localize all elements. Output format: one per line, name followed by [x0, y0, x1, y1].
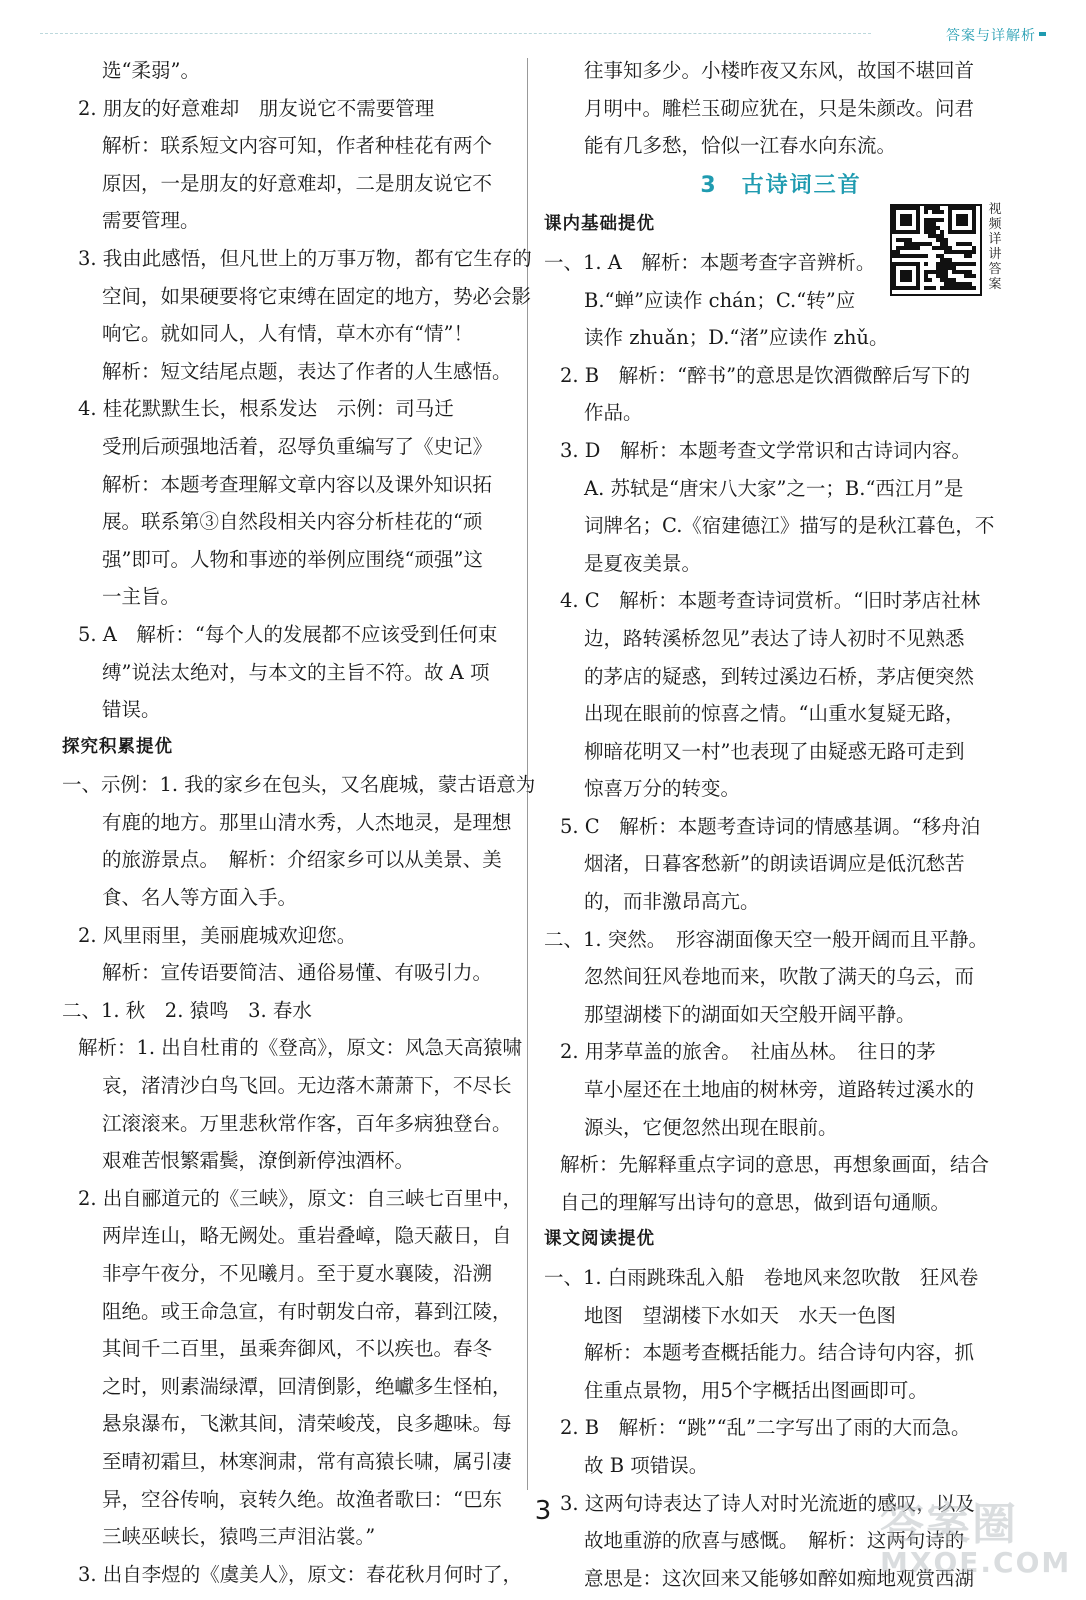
text-line: 食、名人等方面入手。 [102, 886, 298, 910]
text-line: 的，而非激昂高亢。 [584, 890, 760, 914]
text-line: 一、1. A 解析：本题考查字音辨析。 [544, 250, 876, 274]
text-line: 其间千二百里，虽乘奔御风，不以疾也。春冬 [102, 1337, 493, 1361]
text-line: 柳暗花明又一村”也表现了由疑惑无路可走到 [584, 739, 965, 763]
text-line: 2. B 解析：“醉书”的意思是饮酒微醉后写下的 [560, 363, 971, 387]
text-line: 解析：先解释重点字词的意思，再想象画面，结合 [560, 1153, 990, 1177]
text-line: 解析：1. 出自杜甫的《登高》，原文：风急天高猿啸 [78, 1036, 523, 1060]
watermark-logo [880, 1488, 1070, 1588]
text-line: 展。联系第③自然段相关内容分析桂花的“顽 [102, 510, 483, 534]
section-heading: 课文阅读提优 [544, 1229, 655, 1250]
text-line: 受刑后顽强地活着，忍辱负重编写了《史记》 [102, 434, 493, 458]
text-line: 二、1. 突然。 形容湖面像天空一般开阔而且平静。 [544, 927, 989, 951]
text-line: 非亭午夜分，不见曦月。至于夏水襄陵，沿溯 [102, 1262, 493, 1285]
text-line: 4. C 解析：本题考查诗词赏析。“旧时茅店社林 [560, 589, 981, 613]
text-line: 原因，一是朋友的好意难却，二是朋友说它不 [102, 171, 493, 195]
qr-code[interactable] [890, 204, 982, 296]
text-line: 哀，渚清沙白鸟飞回。无边落木萧萧下，不尽长 [102, 1074, 512, 1098]
text-line: 月明中。雕栏玉砌应犹在，只是朱颜改。问君 [584, 96, 975, 120]
text-line: 故 B 项错误。 [584, 1453, 709, 1477]
text-line: 自己的理解写出诗句的意思，做到语句通顺。 [560, 1190, 951, 1214]
text-line: A. 苏轼是“唐宋八大家”之一；B.“西江月”是 [584, 476, 964, 500]
text-line: B.“蝉”应读作 chán；C.“转”应 [584, 288, 856, 312]
header-bar [40, 26, 1046, 44]
text-line: 4. 桂花默默生长，根系发达 示例：司马迁 [78, 397, 454, 421]
text-line: 二、1. 秋 2. 猿鸣 3. 春水 [62, 998, 312, 1022]
text-line: 空间，如果硬要将它束缚在固定的地方，势必会影 [102, 284, 532, 308]
text-line: 能有几多愁，恰似一江春水向东流。 [584, 134, 897, 158]
text-line: 需要管理。 [102, 209, 200, 233]
text-line: 至晴初霜旦，林寒涧肃，常有高猿长啸，属引凄 [102, 1449, 512, 1473]
header-rule [40, 33, 871, 34]
text-line: 异，空谷传响，哀转久绝。故渔者歌曰：“巴东 [102, 1487, 502, 1511]
text-line: 解析：联系短文内容可知，作者种桂花有两个 [102, 134, 493, 158]
text-line: 忽然间狂风卷地而来，吹散了满天的乌云，而 [584, 965, 975, 989]
text-line: 解析：宣传语要简洁、通俗易懂、有吸引力。 [102, 961, 493, 985]
text-line: 江滚滚来。万里悲秋常作客，百年多病独登台。 [102, 1111, 512, 1135]
text-line: 5. A 解析：“每个人的发展都不应该受到任何束 [78, 622, 498, 646]
text-line: 一、1. 白雨跳珠乱入船 卷地风来忽吹散 狂风卷 [544, 1266, 979, 1289]
left-column [62, 52, 536, 1593]
text-line: 3. 这两句诗表达了诗人对时光流逝的感叹，以及 [560, 1491, 975, 1515]
text-line: 源头，它便忽然出现在眼前。 [584, 1115, 838, 1139]
text-line: 两岸连山，略无阙处。重岩叠嶂，隐天蔽日，自 [102, 1224, 512, 1248]
text-line: 5. C 解析：本题考查诗词的情感基调。“移舟泊 [560, 814, 981, 838]
text-line: 选“柔弱”。 [102, 59, 200, 82]
text-line: 2. 风里雨里，美丽鹿城欢迎您。 [78, 923, 357, 947]
text-line: 解析：本题考查理解文章内容以及课外知识拓 [102, 472, 493, 496]
section-heading: 探究积累提优 [62, 736, 173, 757]
text-line: 响它。就如同人，人有情，草木亦有“情”！ [102, 322, 473, 346]
text-line: 解析：短文结尾点题，表达了作者的人生感悟。 [102, 359, 512, 383]
text-line: 悬泉瀑布，飞漱其间，清荣峻茂，良多趣味。每 [102, 1412, 512, 1436]
text-line: 三峡巫峡长，猿鸣三声泪沾裳。” [102, 1525, 376, 1549]
text-line: 草小屋还在土地庙的树林旁，道路转过溪水的 [584, 1078, 975, 1102]
text-line: 故地重游的欣喜与感慨。 解析：这两句诗的 [584, 1529, 965, 1553]
text-line: 读作 zhuǎn；D.“渚”应读作 zhǔ。 [584, 326, 889, 350]
watermark-line2: MXQE.COM [880, 1546, 1072, 1579]
text-line: 作品。 [584, 401, 643, 425]
text-line: 是夏夜美景。 [584, 551, 702, 575]
text-line: 强”即可。人物和事迹的举例应围绕“顽强”这 [102, 547, 483, 571]
text-line: 之时，则素湍绿潭，回清倒影，绝巘多生怪柏， [102, 1374, 512, 1398]
text-line: 出现在眼前的惊喜之情。“山重水复疑无路， [584, 702, 965, 726]
lesson-title: 3 古诗词三首 [700, 172, 862, 198]
text-line: 意思是：这次回来又能够如醉如痴地观赏西湖 [584, 1566, 975, 1590]
text-line: 3. D 解析：本题考查文学常识和古诗词内容。 [560, 438, 971, 462]
text-line: 惊喜万分的转变。 [584, 777, 741, 801]
text-line: 一主旨。 [102, 585, 181, 609]
right-column [544, 52, 1018, 1597]
text-line: 边，路转溪桥忽见”表达了诗人初时不见熟悉 [584, 626, 965, 650]
text-line: 地图 望湖楼下水如天 水天一色图 [584, 1303, 897, 1327]
qr-label: 视频详讲答案 [988, 202, 1002, 292]
text-line: 2. B 解析：“跳”“乱”二字写出了雨的大而急。 [560, 1416, 971, 1440]
text-line: 的旅游景点。 解析：介绍家乡可以从美景、美 [102, 848, 502, 872]
text-line: 烟渚，日暮客愁新”的朗读语调应是低沉愁苦 [584, 852, 965, 876]
text-line: 阻绝。或王命急宣，有时朝发白帝，暮到江陵， [102, 1299, 512, 1323]
header-marker [1039, 32, 1046, 36]
text-line: 那望湖楼下的湖面如天空般开阔平静。 [584, 1002, 916, 1026]
text-line: 缚”说法太绝对，与本文的主旨不符。故 A 项 [102, 660, 490, 684]
text-line: 的茅店的疑惑，到转过溪边石桥，茅店便突然 [584, 664, 975, 688]
text-line: 一、示例：1. 我的家乡在包头，又名鹿城，蒙古语意为 [62, 773, 536, 797]
text-line: 错误。 [102, 698, 161, 722]
text-line: 艰难苦恨繁霜鬓，潦倒新停浊酒杯。 [102, 1149, 415, 1173]
text-line: 解析：本题考查概括能力。结合诗句内容，抓 [584, 1341, 975, 1365]
section-heading: 课内基础提优 [544, 214, 655, 235]
text-line: 2. 出自郦道元的《三峡》，原文：自三峡七百里中， [78, 1186, 523, 1210]
text-line: 往事知多少。小楼昨夜又东风，故国不堪回首 [584, 59, 975, 82]
text-line: 词牌名；C.《宿建德江》描写的是秋江暮色，不 [584, 514, 995, 538]
text-line: 3. 我由此感悟，但凡世上的万事万物，都有它生存的 [78, 246, 532, 270]
watermark-line1: 答案圈 [880, 1499, 1018, 1550]
page-number: 3 [534, 1496, 552, 1526]
text-line: 住重点景物，用5个字概括出图画即可。 [584, 1378, 928, 1402]
text-line: 2. 朋友的好意难却 朋友说它不需要管理 [78, 96, 435, 120]
qr-pattern [892, 206, 976, 290]
text-line: 2. 用茅草盖的旅舍。 社庙丛林。 往日的茅 [560, 1040, 936, 1064]
header-tag: 答案与详解析 [946, 28, 1036, 44]
text-line: 3. 出自李煜的《虞美人》，原文：春花秋月何时了， [78, 1562, 523, 1586]
text-line: 有鹿的地方。那里山清水秀，人杰地灵，是理想 [102, 810, 512, 834]
